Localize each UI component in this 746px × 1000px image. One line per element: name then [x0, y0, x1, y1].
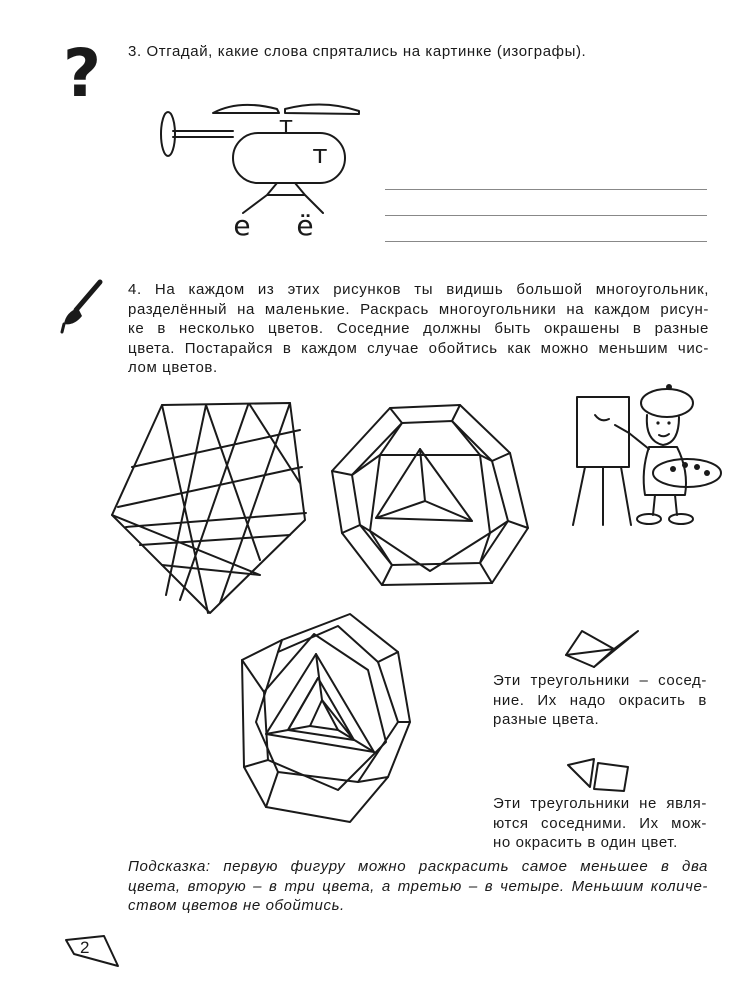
helicopter-isograph: [155, 95, 375, 245]
hint-line: цвета, вторую – в три цвета, а третью – в четыре. Меньшим количе-: [128, 877, 708, 895]
task4-line: ке в несколько цветов. Соседние должны быть окрашены в разные: [128, 320, 709, 337]
note-line: Эти треугольники – сосед-: [493, 672, 707, 689]
note-line: ются соседними. Их мож-: [493, 814, 707, 832]
note-line: Эти треугольники не явля-: [493, 795, 707, 812]
page-number: 2: [80, 938, 90, 957]
svg-text:?: ?: [62, 35, 102, 112]
task4-line: 4. На каждом из этих рисунков ты видишь большой многоугольник,: [128, 281, 709, 298]
hint-line: Подсказка: первую фигуру можно раскрасить самое меньшее в два: [128, 858, 708, 875]
note-line: разные цвета.: [493, 711, 600, 728]
isograph-letter: т: [279, 111, 293, 139]
task4-line: цвета. Постарайся в каждом случае обойтись как можно меньшим чис-: [128, 339, 709, 357]
isograph-letter: е: [233, 209, 251, 242]
paintbrush-icon: [56, 278, 106, 334]
not-neighbors-note: [493, 794, 707, 853]
note-line: но окрасить в один цвет.: [493, 834, 678, 851]
neighbor-triangles-example: [562, 627, 642, 669]
answer-line[interactable]: [385, 215, 707, 216]
note-line: ние. Их надо окрасить в: [493, 691, 707, 709]
non-neighbor-triangles-example: [566, 757, 632, 791]
hint-line: ством цветов не обойтись.: [128, 897, 345, 914]
pentagon-figure[interactable]: [110, 395, 310, 625]
flag-icon: [60, 932, 122, 968]
question-mark-icon: [58, 35, 108, 112]
task4-line: лом цветов.: [128, 359, 218, 376]
neighbors-note: [493, 671, 707, 730]
painter-girl-illustration: [565, 375, 725, 535]
answer-line[interactable]: [385, 241, 707, 242]
answer-line[interactable]: [385, 189, 707, 190]
task3-text: 3. Отгадай, какие слова спрятались на картинке (изографы).: [128, 43, 587, 60]
hint-text: [128, 857, 708, 916]
heptagon-figure[interactable]: [330, 393, 530, 593]
isograph-letter: ё: [296, 209, 314, 242]
nested-triangles-figure[interactable]: [238, 612, 418, 822]
task4-line: разделённый на маленькие. Раскрась многоугольники на каждом рисун-: [128, 300, 709, 318]
task4-text: [128, 280, 709, 378]
isograph-letter: т: [312, 140, 328, 170]
